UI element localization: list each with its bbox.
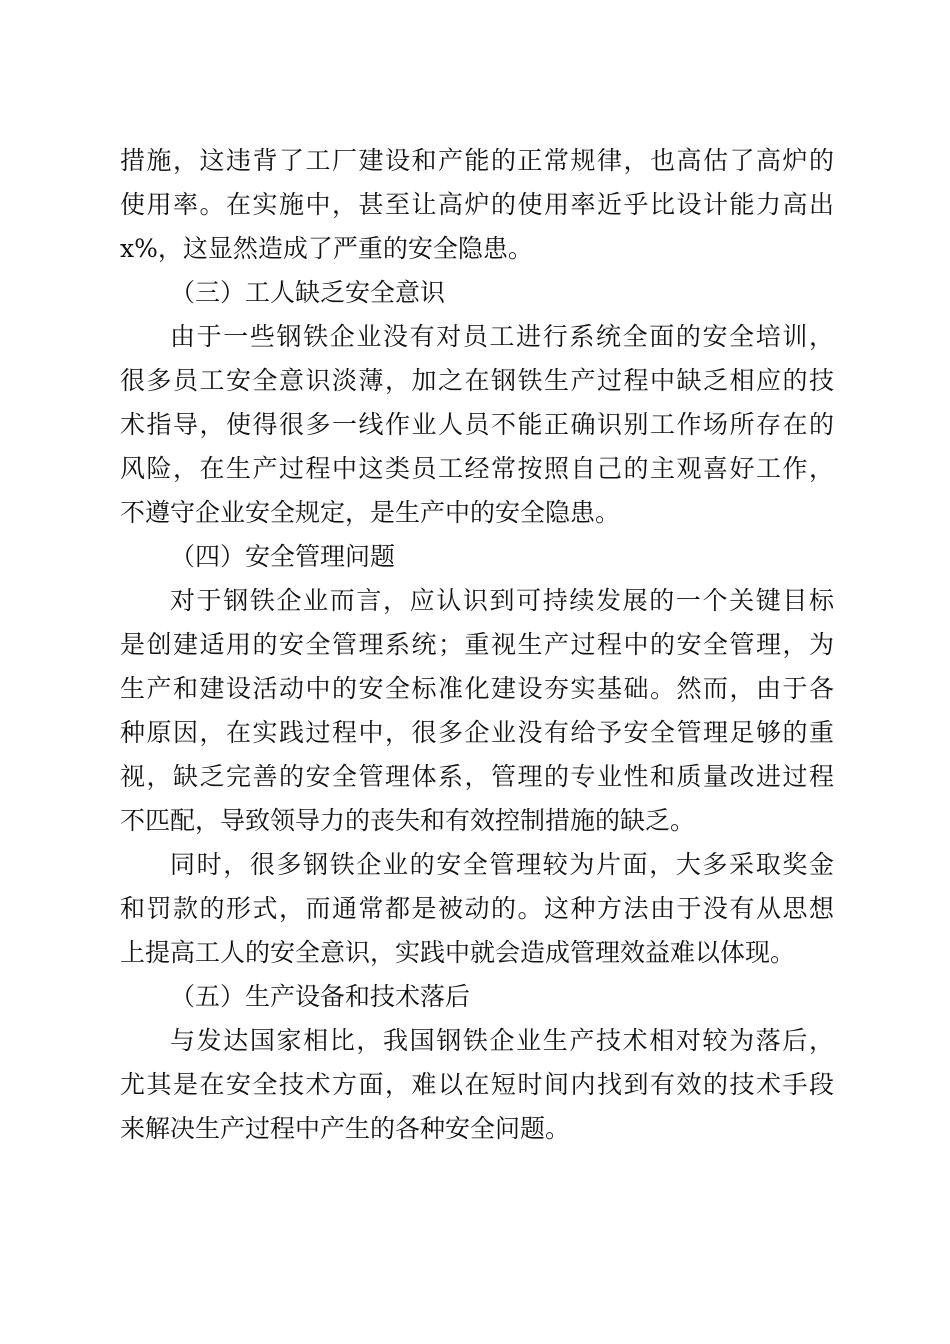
- paragraph-line: 视，缺乏完善的安全管理体系，管理的专业性和质量改进过程: [120, 762, 834, 791]
- paragraph-line: 种原因，在实践过程中，很多企业没有给予安全管理足够的重: [120, 718, 834, 747]
- paragraph-line: 来解决生产过程中产生的各种安全问题。: [120, 1114, 571, 1143]
- paragraph-line: 由于一些钢铁企业没有对员工进行系统全面的安全培训，: [170, 322, 834, 351]
- section-heading-3: （三）工人缺乏安全意识: [170, 278, 446, 307]
- section-heading-4: （四）安全管理问题: [170, 542, 396, 571]
- paragraph-line: 上提高工人的安全意识，实践中就会造成管理效益难以体现。: [120, 938, 796, 967]
- paragraph-line: 使用率。在实施中，甚至让高炉的使用率近乎比设计能力高出: [120, 190, 834, 219]
- paragraph-line: 很多员工安全意识淡薄，加之在钢铁生产过程中缺乏相应的技: [120, 366, 834, 395]
- paragraph-line: 术指导，使得很多一线作业人员不能正确识别工作场所存在的: [120, 410, 834, 439]
- paragraph-line: 风险，在生产过程中这类员工经常按照自己的主观喜好工作，: [120, 454, 834, 483]
- paragraph-line: 不遵守企业安全规定，是生产中的安全隐患。: [120, 498, 621, 527]
- section-heading-5: （五）生产设备和技术落后: [170, 982, 471, 1011]
- paragraph-line: 和罚款的形式，而通常都是被动的。这种方法由于没有从思想: [120, 894, 834, 923]
- paragraph-line: 措施，这违背了工厂建设和产能的正常规律，也高估了高炉的: [120, 146, 834, 175]
- paragraph-line: 对于钢铁企业而言，应认识到可持续发展的一个关键目标: [170, 586, 834, 615]
- paragraph-line: x%，这显然造成了严重的安全隐患。: [120, 234, 533, 263]
- paragraph-line: 同时，很多钢铁企业的安全管理较为片面，大多采取奖金: [170, 850, 834, 879]
- paragraph-line: 不匹配，导致领导力的丧失和有效控制措施的缺乏。: [120, 806, 696, 835]
- paragraph-line: 生产和建设活动中的安全标准化建设夯实基础。然而，由于各: [120, 674, 834, 703]
- paragraph-line: 与发达国家相比，我国钢铁企业生产技术相对较为落后，: [170, 1026, 834, 1055]
- paragraph-line: 是创建适用的安全管理系统；重视生产过程中的安全管理，为: [120, 630, 834, 659]
- paragraph-line: 尤其是在安全技术方面，难以在短时间内找到有效的技术手段: [120, 1070, 834, 1099]
